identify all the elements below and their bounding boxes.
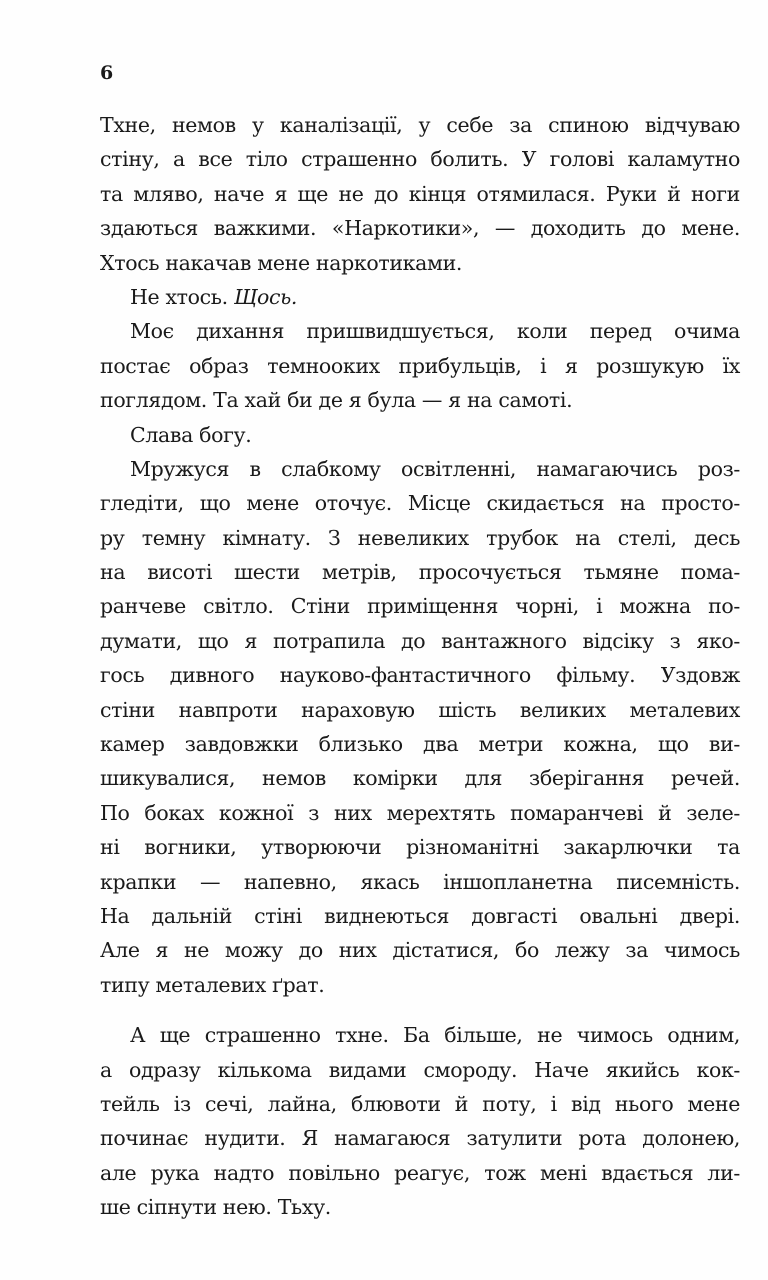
text-line bbox=[100, 1053, 740, 1087]
text-line bbox=[100, 142, 740, 176]
body-text bbox=[100, 108, 740, 1225]
text-line-content: Тхне, немов у каналізації, у себе за спиною відчуваю bbox=[100, 113, 740, 137]
text-line bbox=[100, 211, 740, 245]
text-line-content: починає нудити. Я намагаюся затулити рота долонею, bbox=[100, 1126, 740, 1151]
text-line bbox=[100, 555, 740, 589]
text-line-content: Слава богу. bbox=[130, 422, 252, 447]
text-line bbox=[100, 933, 740, 967]
text-line-content: тейль із сечі, лайна, блювоти й поту, і від нього мене bbox=[100, 1091, 740, 1116]
text-line-content: стіну, а все тіло страшенно болить. У голові каламутно bbox=[100, 147, 740, 172]
text-line-content: Але я не можу до них дістатися, бо лежу за чимось bbox=[100, 938, 740, 963]
text-line bbox=[100, 521, 740, 555]
text-line-content: Не хтось. bbox=[130, 284, 234, 309]
text-line-content: гледіти, що мене оточує. Місце скидається на просто- bbox=[100, 491, 740, 516]
text-line-content: ранчеве світло. Стіни приміщення чорні, і можна по- bbox=[100, 594, 740, 619]
text-line-content: камер завдовжки близько два метри кожна, що ви- bbox=[100, 732, 740, 757]
italic-emphasis: Щось. bbox=[233, 284, 298, 309]
text-line bbox=[100, 418, 740, 452]
text-line bbox=[100, 727, 740, 761]
text-line-content: але рука надто повільно реагує, тож мені вдається ли- bbox=[100, 1160, 740, 1185]
text-line bbox=[100, 452, 740, 486]
text-line bbox=[100, 349, 740, 383]
text-line-content: поглядом. Та хай би де я була — я на самоті. bbox=[100, 388, 573, 413]
text-line bbox=[100, 796, 740, 830]
text-line-content: та мляво, наче я ще не до кінця отямилася. Руки й ноги bbox=[100, 181, 740, 206]
text-line-content: крапки — напевно, якась іншопланетна писемність. bbox=[100, 869, 740, 894]
text-line-content: шикувалися, немов комірки для зберігання речей. bbox=[100, 766, 740, 791]
text-line-content: думати, що я потрапила до вантажного відсіку з яко- bbox=[100, 628, 740, 653]
text-line-content: ше сіпнути нею. Тьху. bbox=[100, 1195, 331, 1220]
text-line-content: на висоті шести метрів, просочується тьмяне пома- bbox=[100, 560, 740, 585]
text-line-content: гось дивного науково-фантастичного фільму. Уздовж bbox=[100, 663, 740, 688]
text-line bbox=[100, 1156, 740, 1190]
text-line-content: ру темну кімнату. З невеликих трубок на стелі, десь bbox=[100, 525, 740, 550]
text-line-content: Мружуся в слабкому освітленні, намагаючись роз- bbox=[130, 456, 740, 481]
text-line bbox=[100, 280, 740, 314]
text-line-content: постає образ темнооких прибульців, і я розшукую їх bbox=[100, 353, 740, 378]
text-line bbox=[100, 486, 740, 520]
text-line-content: типу металевих ґрат. bbox=[100, 972, 325, 997]
text-line bbox=[100, 865, 740, 899]
text-line bbox=[100, 658, 740, 692]
text-line bbox=[100, 1121, 740, 1155]
text-line bbox=[100, 761, 740, 795]
text-line bbox=[100, 624, 740, 658]
text-line-content: Моє дихання пришвидшується, коли перед очима bbox=[130, 319, 740, 344]
text-line-content: А ще страшенно тхне. Ба більше, не чимось одним, bbox=[130, 1023, 740, 1048]
text-line bbox=[100, 246, 740, 280]
text-line-content: По боках кожної з них мерехтять помаранчеві й зеле- bbox=[100, 800, 740, 825]
text-line bbox=[100, 830, 740, 864]
text-line-content: здаються важкими. «Наркотики», — доходить до мене. bbox=[100, 216, 740, 241]
text-line bbox=[100, 1018, 740, 1052]
text-line-content: а одразу кількома видами смороду. Наче якийсь кок- bbox=[100, 1057, 740, 1082]
text-line bbox=[100, 899, 740, 933]
text-line bbox=[100, 383, 740, 417]
text-line bbox=[100, 108, 740, 142]
text-line bbox=[100, 314, 740, 348]
text-line-content: Хтось накачав мене наркотиками. bbox=[100, 250, 463, 275]
text-line bbox=[100, 177, 740, 211]
page-number: 6 bbox=[100, 62, 114, 84]
text-line bbox=[100, 1190, 740, 1224]
text-line bbox=[100, 693, 740, 727]
text-line-content: На дальній стіні виднеються довгасті овальні двері. bbox=[100, 903, 740, 928]
text-line bbox=[100, 1087, 740, 1121]
text-line bbox=[100, 968, 740, 1002]
text-line-content: ні вогники, утворюючи різноманітні закарлючки та bbox=[100, 835, 740, 860]
text-line-content: стіни навпроти нараховую шість великих металевих bbox=[100, 697, 740, 722]
text-line bbox=[100, 589, 740, 623]
